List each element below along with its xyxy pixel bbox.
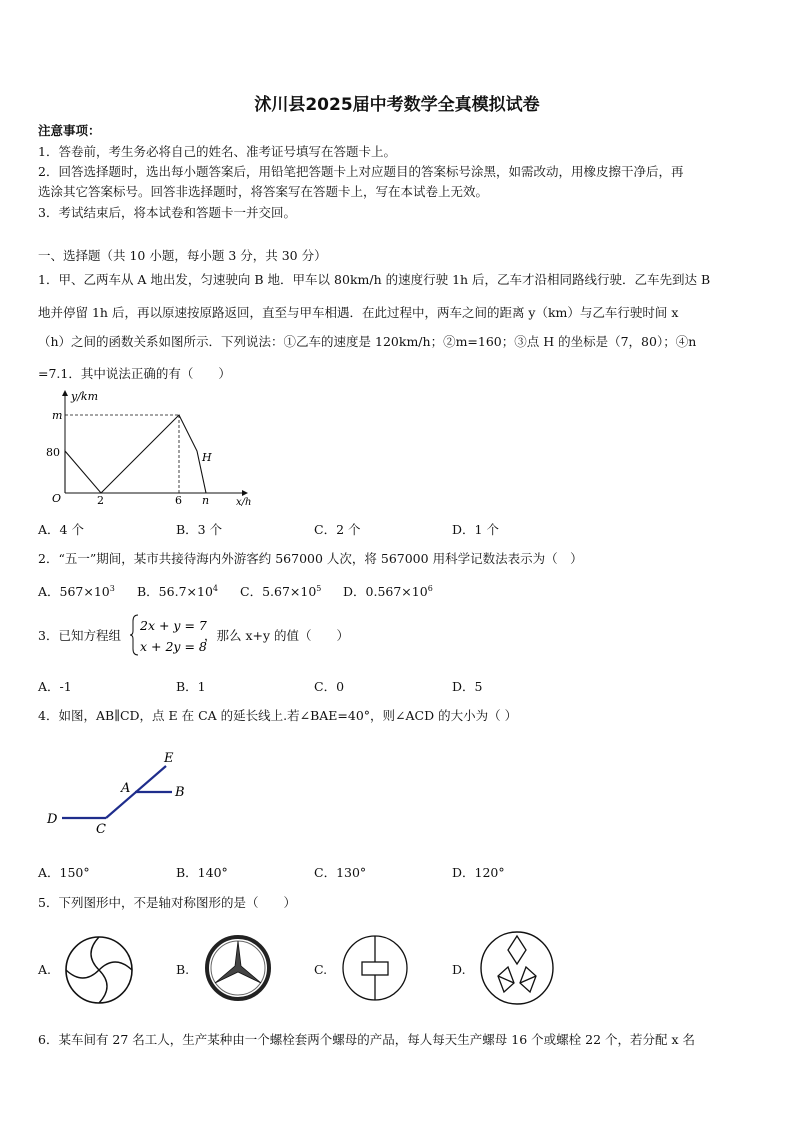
q2-option-a[interactable]: A．$567\times 10^3$ (38, 583, 115, 599)
equation-2: x + 2y = 8 (140, 639, 207, 654)
q1-option-b[interactable]: B．3 个 (176, 522, 223, 537)
label-d: D (47, 812, 58, 827)
q5-text: 5．下列图形中，不是轴对称图形的是（ ） (38, 895, 296, 910)
q5-option-a-label[interactable]: A. (38, 962, 52, 977)
tn-label: n (202, 494, 210, 507)
equation-1: 2x + y = 7 (140, 618, 207, 633)
q4-text: 4．如图，AB∥CD，点 E 在 CA 的延长线上.若∠BAE=40°，则∠ACD 的大小为（ ） (38, 708, 518, 723)
t6-label: 6 (175, 494, 182, 507)
q3-option-a[interactable]: A．-1 (38, 679, 72, 694)
q3-prefix: 3．已知方程组 (38, 628, 121, 643)
label-e: E (164, 751, 174, 766)
q2-option-b[interactable]: B．$56.7\times 10^4$ (137, 583, 218, 599)
q4-option-c[interactable]: C．130° (314, 865, 367, 880)
q1-line: =7.1．其中说法正确的有（ ） (38, 366, 231, 381)
distance-curve (65, 415, 206, 493)
q2-option-d[interactable]: D．$0.567\times 10^6$ (343, 583, 433, 599)
q5-option-c-label[interactable]: C. (314, 962, 328, 977)
q2-option-c[interactable]: C．$5.67\times 10^5$ (240, 583, 322, 599)
notice-item: 选涂其它答案标号。回答非选择题时，将答案写在答题卡上，写在本试卷上无效。 (38, 184, 489, 199)
q3-option-b[interactable]: B．1 (176, 679, 206, 694)
q3-suffix: ，那么 x+y 的值（ ） (204, 628, 350, 643)
v80-label: 80 (46, 446, 60, 459)
q4-option-b[interactable]: B．140° (176, 865, 228, 880)
q3-option-c[interactable]: C．0 (314, 679, 345, 694)
m-label: m (52, 409, 63, 422)
q4-option-d[interactable]: D．120° (452, 865, 505, 880)
q1-line: 地并停留 1h 后，再以原速按原路返回，直至与甲车相遇．在此过程中，两车之间的距离 y（km）与乙车行驶时间 x (38, 305, 679, 320)
q4-figure (40, 745, 200, 840)
q1-option-d[interactable]: D．1 个 (452, 522, 499, 537)
x-axis-label: x/h (236, 497, 252, 508)
notice-heading: 注意事项： (38, 123, 101, 138)
label-a: A (121, 781, 131, 796)
label-c: C (96, 822, 106, 837)
three-point-star-figure[interactable] (203, 933, 273, 1003)
q1-line: 1．甲、乙两车从 A 地出发，匀速驶向 B 地．甲车以 80km/h 的速度行驶 1h 后，乙车才沿相同路线行驶．乙车先到达 B (38, 272, 711, 287)
y-axis-label: y/km (71, 390, 99, 403)
q1-distance-graph (40, 385, 260, 510)
h-label: H (202, 451, 212, 464)
t2-label: 2 (97, 494, 104, 507)
three-diamond-figure[interactable] (478, 929, 556, 1007)
notice-item: 3．考试结束后，将本试卷和答题卡一并交回。 (38, 205, 296, 220)
q4-option-a[interactable]: A．150° (38, 865, 90, 880)
q1-option-c[interactable]: C．2 个 (314, 522, 361, 537)
equation-system (130, 613, 210, 657)
label-b: B (175, 785, 185, 800)
system-brace (130, 615, 138, 655)
q5-option-d-label[interactable]: D. (452, 962, 466, 977)
q1-line: （h）之间的函数关系如图所示．下列说法：①乙车的速度是 120km/h；②m=160；③点 H 的坐标是（7，80）；④n (38, 334, 697, 349)
notice-item: 1．答卷前，考生务必将自己的姓名、准考证号填写在答题卡上。 (38, 144, 396, 159)
q3-option-d[interactable]: D．5 (452, 679, 483, 694)
origin-label: O (52, 492, 62, 505)
page-title: 沭川县2025届中考数学全真模拟试卷 (254, 95, 540, 115)
circle-cross-figure[interactable] (340, 933, 410, 1003)
q5-option-b-label[interactable]: B. (176, 962, 190, 977)
q1-option-a[interactable]: A．4 个 (38, 522, 84, 537)
pinwheel-circle-figure[interactable] (63, 934, 135, 1006)
q6-text: 6．某车间有 27 名工人，生产某种由一个螺栓套两个螺母的产品，每人每天生产螺母 16 个或螺栓 22 个，若分配 x 名 (38, 1032, 696, 1047)
section-heading: 一、选择题（共 10 小题，每小题 3 分，共 30 分） (38, 248, 327, 263)
notice-item: 2．回答选择题时，选出每小题答案后，用铅笔把答题卡上对应题目的答案标号涂黑，如需改动，用橡皮擦干净后，再 (38, 164, 684, 179)
q2-text: 2．“五一”期间，某市共接待海内外游客约 567000 人次，将 567000 用科学记数法表示为（ ） (38, 551, 583, 566)
